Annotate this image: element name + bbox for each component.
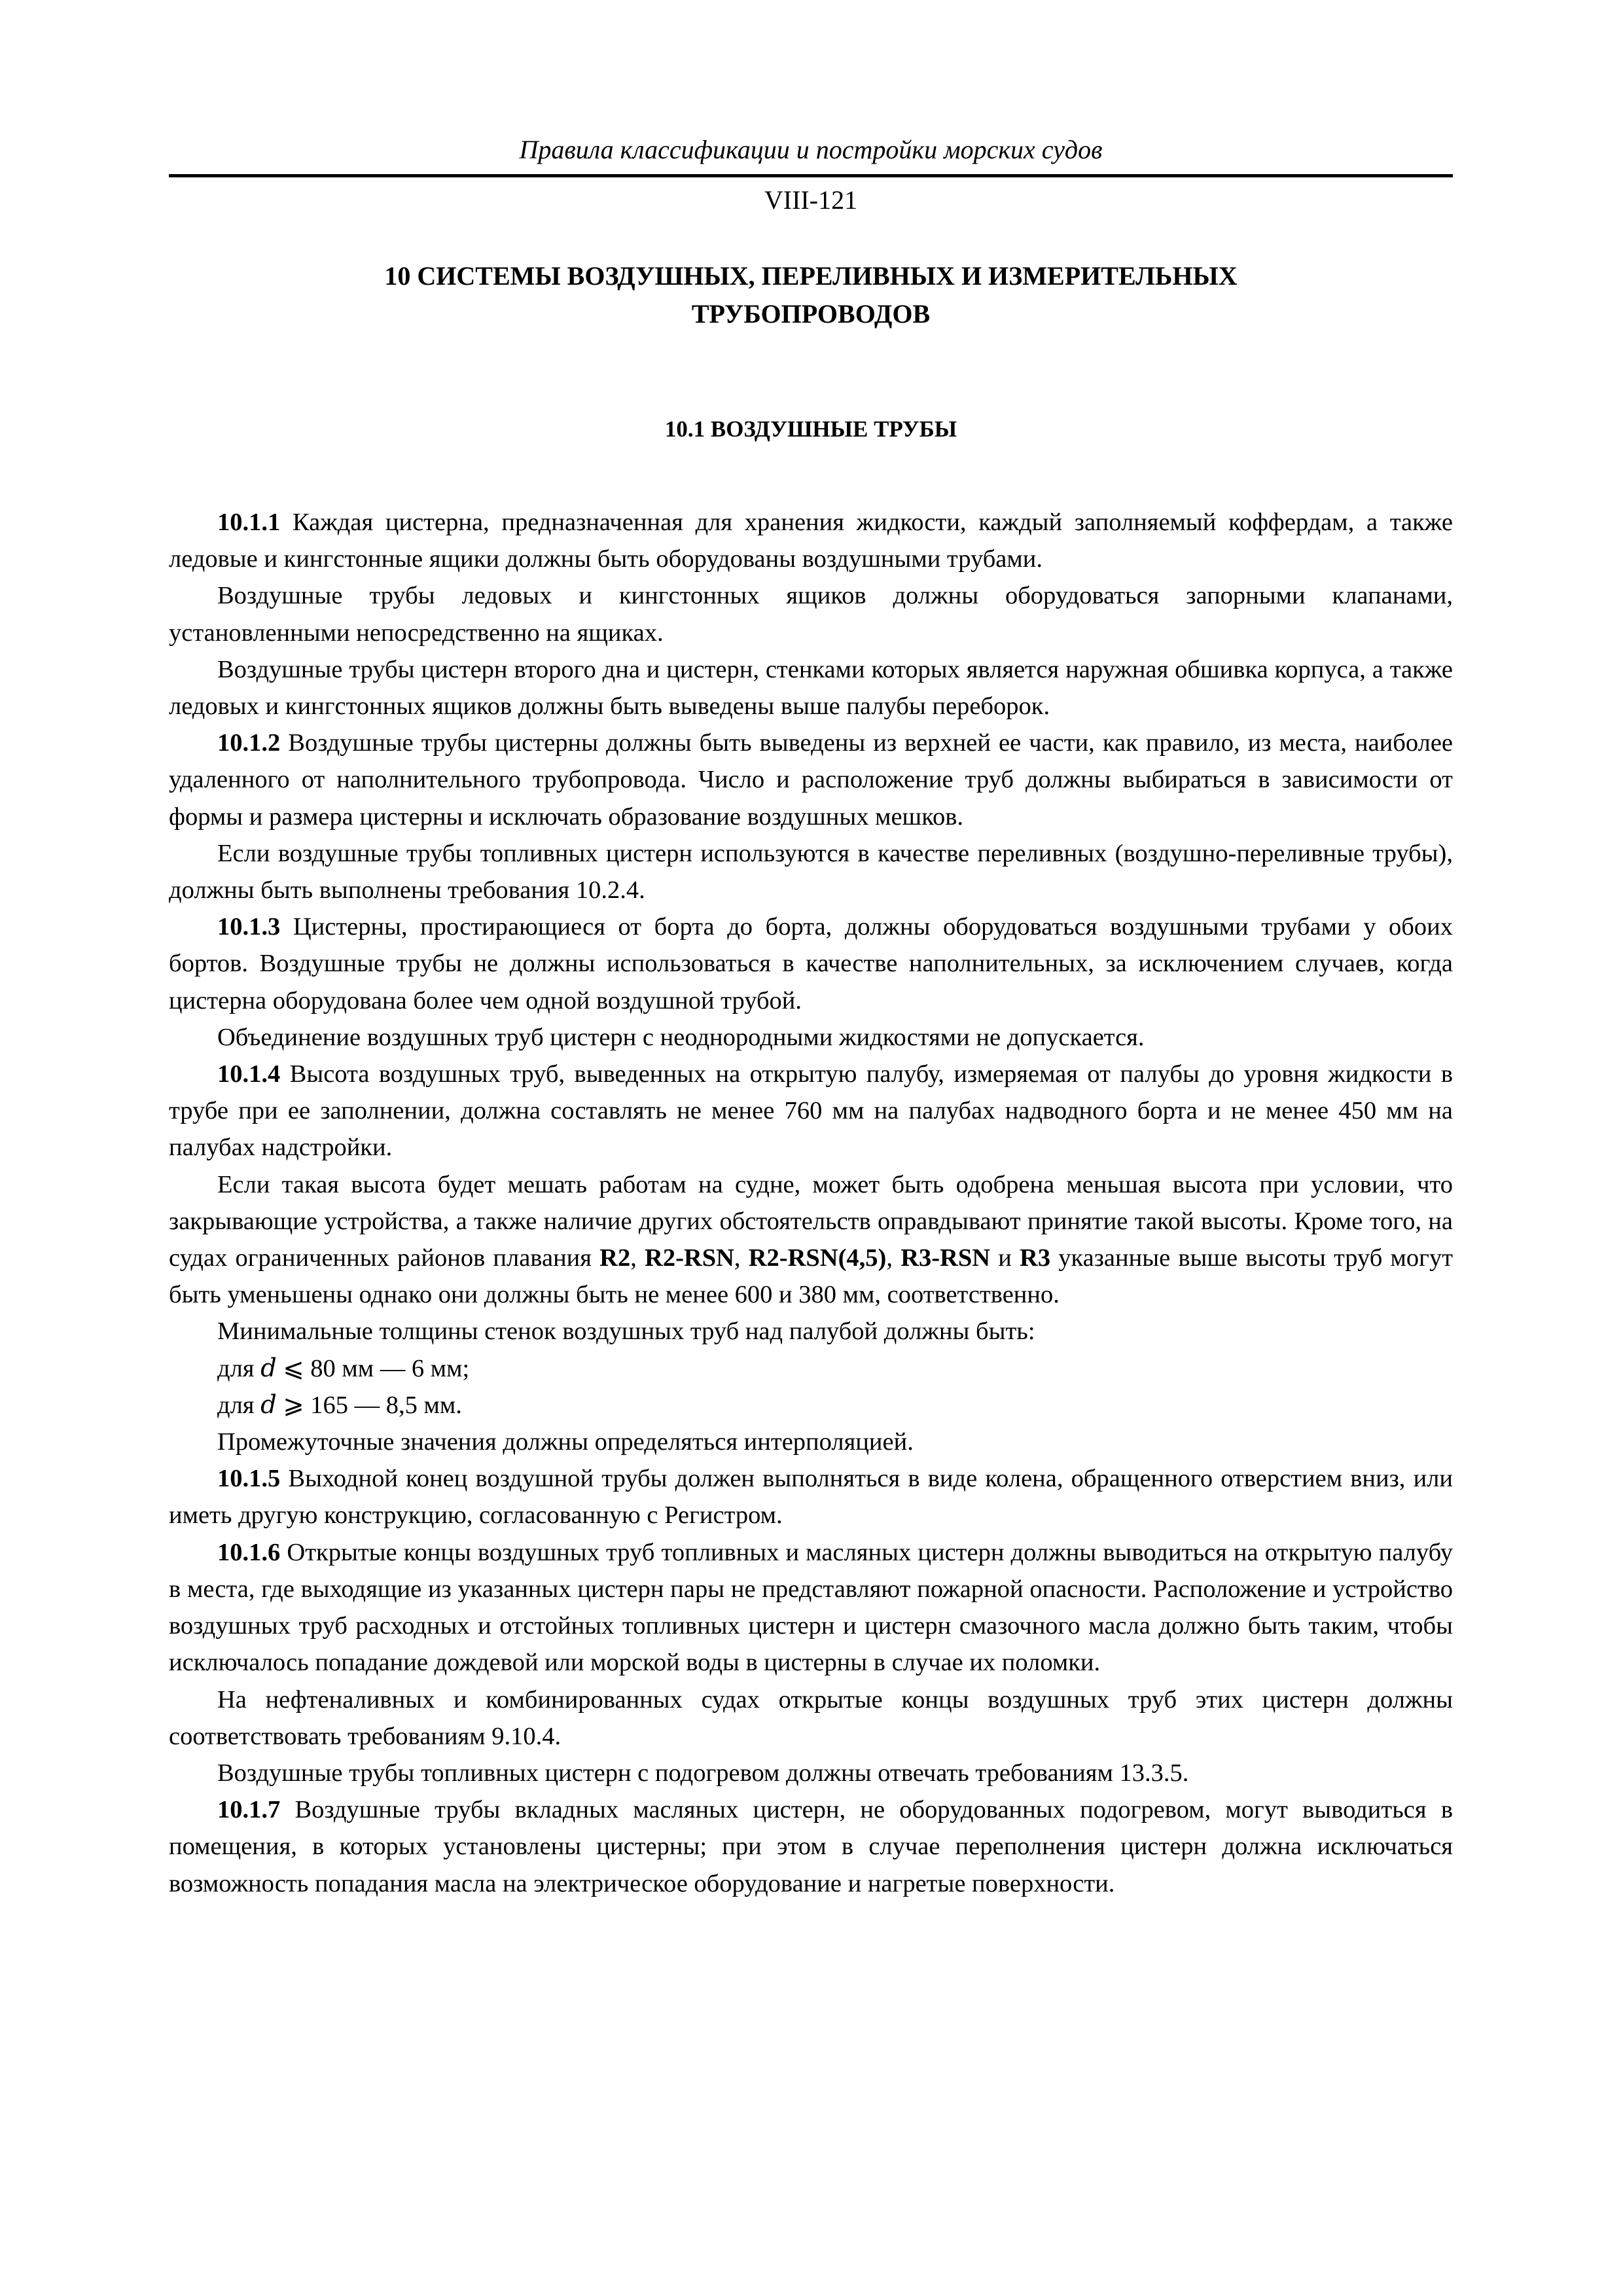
chapter-title-line-2: ТРУБОПРОВОДОВ bbox=[691, 299, 931, 329]
paragraph-10-1-7 bbox=[169, 1791, 1453, 1902]
area-notation: R2 bbox=[599, 1244, 631, 1272]
paragraph-text: Объединение воздушных труб цистерн с неоднородными жидкостями не допускается. bbox=[217, 1023, 1145, 1051]
paragraph-text: Высота воздушных труб, выведенных на открытую палубу, измеряемая от палубы до уровня жидкости в трубе при ее заполнении, должна составлять не менее 760 мм на палубах надводного борта и не менее 450 мм на палубах надстройки. bbox=[169, 1060, 1453, 1162]
paragraph-text: Воздушные трубы цистерны должны быть выведены из верхней ее части, как правило, из места, наиболее удаленного от наполнительного трубопровода. Число и расположение труб должны выбираться в зависимости от формы и размера цистерны и исключать образование воздушных мешков. bbox=[169, 729, 1453, 831]
running-header: Правила классификации и постройки морских судов bbox=[519, 135, 1103, 164]
paragraph-text: Выходной конец воздушной трубы должен выполняться в виде колена, обращенного отверстием вниз, или иметь другую конструкцию, согласованную с Регистром. bbox=[169, 1465, 1453, 1530]
header-rule bbox=[169, 174, 1453, 177]
paragraph-text: Если такая высота будет мешать работам на судне, может быть одобрена меньшая высота при условии, что закрывающие устройства, а также наличие других обстоятельств оправдывают принятие такой высоты. Кроме того, на судах ограниченных районов плавания bbox=[169, 1170, 1453, 1272]
paragraph-text: Цистерны, простирающиеся от борта до борта, должны оборудоваться воздушными трубами у обоих бортов. Воздушные трубы не должны использоваться в качестве наполнительных, за исключением случаев, когда цистерна оборудована более чем одной воздушной трубой. bbox=[169, 913, 1453, 1014]
paragraph-text: Открытые концы воздушных труб топливных и масляных цистерн должны выводиться на открытую палубу в места, где выходящие из указанных цистерн пары не представляют пожарной опасности. Расположение и устройство воздушных труб расходных и отстойных топливных цистерн и цистерн смазочного масла должно быть таким, чтобы исключалось попадание дождевой или морской воды в цистерны в случае их поломки. bbox=[169, 1538, 1453, 1677]
chapter-title bbox=[169, 257, 1453, 333]
variable-d: d bbox=[260, 1353, 277, 1383]
paragraph-text: Промежуточные значения должны определяться интерполяцией. bbox=[217, 1428, 914, 1456]
paragraph-text: На нефтеналивных и комбинированных судах открытые концы воздушных труб этих цистерн должны соответствовать требованиям 9.10.4. bbox=[169, 1685, 1453, 1750]
clause-number: 10.1.3 bbox=[217, 913, 281, 941]
paragraph bbox=[169, 577, 1453, 651]
separator: , bbox=[630, 1244, 645, 1272]
paragraph bbox=[169, 1166, 1453, 1314]
area-notation: R3-RSN bbox=[901, 1244, 991, 1272]
area-notation: R2-RSN(4,5) bbox=[748, 1244, 887, 1272]
paragraph-10-1-2 bbox=[169, 725, 1453, 835]
clause-number: 10.1.5 bbox=[217, 1465, 281, 1493]
paragraph-text: Каждая цистерна, предназначенная для хранения жидкости, каждый заполняемый коффердам, а также ледовые и кингстонные ящики должны быть оборудованы воздушными трубами. bbox=[169, 509, 1453, 573]
paragraph-10-1-5 bbox=[169, 1460, 1453, 1534]
paragraph bbox=[169, 1681, 1453, 1755]
formula-line bbox=[169, 1387, 1453, 1424]
paragraph-text: Воздушные трубы цистерн второго дна и цистерн, стенками которых является наружная обшивка корпуса, а также ледовых и кингстонных ящиков должны быть выведены выше палубы переборок. bbox=[169, 655, 1453, 721]
variable-d: d bbox=[260, 1390, 277, 1420]
paragraph bbox=[169, 1019, 1453, 1056]
clause-number: 10.1.2 bbox=[217, 729, 281, 757]
paragraph bbox=[169, 835, 1453, 908]
area-notation: R2-RSN bbox=[645, 1244, 734, 1272]
formula-text: для bbox=[217, 1354, 261, 1382]
area-notation: R3 bbox=[1020, 1244, 1051, 1272]
document-page bbox=[169, 0, 1453, 2296]
formula-line bbox=[169, 1350, 1453, 1387]
paragraph-10-1-6 bbox=[169, 1534, 1453, 1681]
chapter-title-line-1: 10 СИСТЕМЫ ВОЗДУШНЫХ, ПЕРЕЛИВНЫХ И ИЗМЕРИТЕЛЬНЫХ bbox=[384, 261, 1238, 291]
formula-text: ⩾ 165 — 8,5 мм. bbox=[276, 1391, 462, 1419]
clause-number: 10.1.6 bbox=[217, 1538, 281, 1566]
paragraph bbox=[169, 651, 1453, 725]
page-number: VIII-121 bbox=[764, 185, 858, 215]
paragraph-text: Если воздушные трубы топливных цистерн используются в качестве переливных (воздушно-переливные трубы), должны быть выполнены требования 10.2.4. bbox=[169, 839, 1453, 905]
paragraph bbox=[169, 1755, 1453, 1791]
conjunction: и bbox=[990, 1244, 1020, 1272]
separator: , bbox=[886, 1244, 901, 1272]
formula-text: для bbox=[217, 1391, 261, 1419]
paragraph-10-1-4 bbox=[169, 1056, 1453, 1166]
paragraph-text: Воздушные трубы топливных цистерн с подогревом должны отвечать требованиям 13.3.5. bbox=[217, 1759, 1189, 1787]
body-text bbox=[169, 504, 1453, 1902]
paragraph-text: Минимальные толщины стенок воздушных труб над палубой должны быть: bbox=[217, 1318, 1035, 1346]
section-title: 10.1 ВОЗДУШНЫЕ ТРУБЫ bbox=[664, 416, 957, 442]
clause-number: 10.1.1 bbox=[217, 509, 281, 536]
paragraph bbox=[169, 1313, 1453, 1350]
separator: , bbox=[734, 1244, 749, 1272]
paragraph bbox=[169, 1424, 1453, 1460]
paragraph-text: Воздушные трубы вкладных масляных цистерн, не оборудованных подогревом, могут выводиться в помещения, в которых установлены цистерны; при этом в случае переполнения цистерн должна исключаться возможность попадания масла на электрическое оборудование и нагретые поверхности. bbox=[169, 1796, 1453, 1897]
clause-number: 10.1.4 bbox=[217, 1060, 281, 1088]
formula-text: ⩽ 80 мм — 6 мм; bbox=[276, 1354, 470, 1382]
paragraph-10-1-3 bbox=[169, 908, 1453, 1019]
paragraph-text: Воздушные трубы ледовых и кингстонных ящиков должны оборудоваться запорными клапанами, установленными непосредственно на ящиках. bbox=[169, 582, 1453, 647]
paragraph-text: указанные выше высоты труб могут быть уменьшены однако они должны быть не менее 600 и 380 мм, соответственно. bbox=[169, 1244, 1454, 1309]
clause-number: 10.1.7 bbox=[217, 1796, 281, 1824]
paragraph-10-1-1 bbox=[169, 504, 1453, 577]
